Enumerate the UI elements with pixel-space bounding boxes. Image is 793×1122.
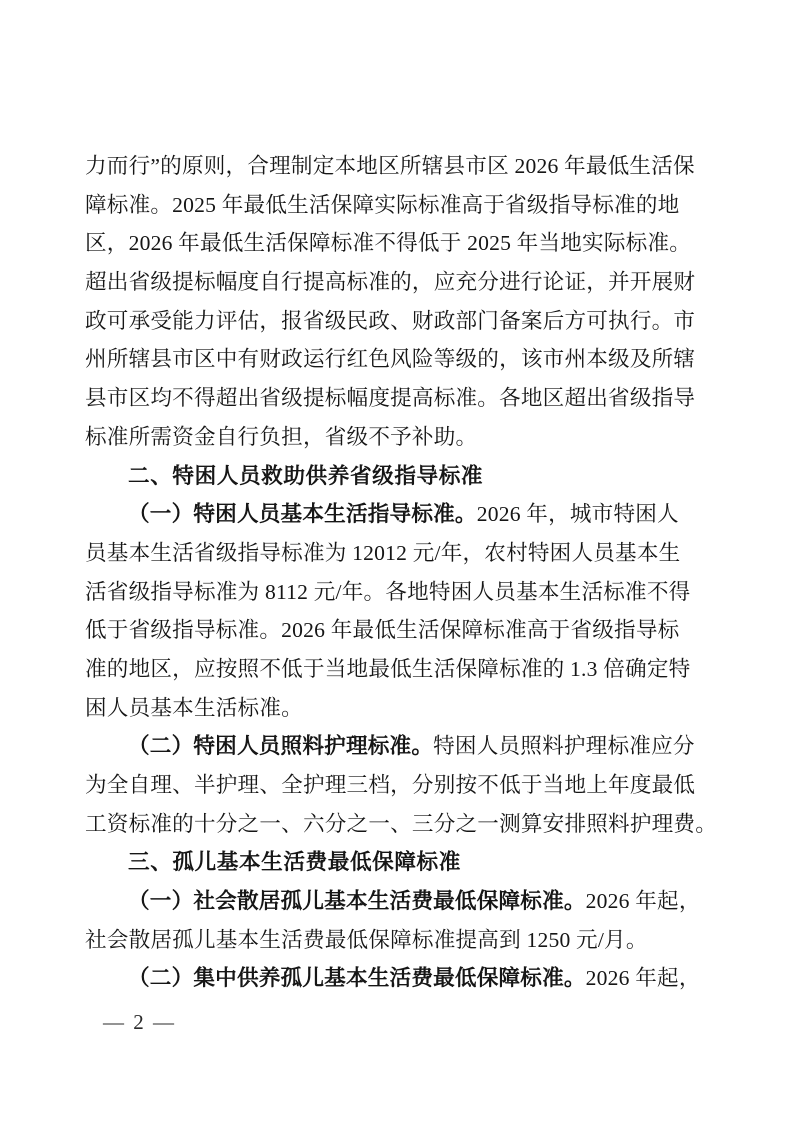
body-text: 活省级指导标准为 8112 元/年。各地特困人员基本生活标准不得 bbox=[85, 579, 691, 604]
body-line bbox=[85, 147, 725, 186]
body-text: 为全自理、半护理、全护理三档，分别按不低于当地上年度最低 bbox=[85, 773, 696, 797]
body-line bbox=[85, 611, 725, 650]
body-text: 困人员基本生活标准。 bbox=[85, 695, 303, 720]
body-line bbox=[85, 186, 725, 225]
section-heading bbox=[85, 843, 725, 882]
body-line bbox=[85, 805, 725, 844]
paragraph-lead: （一）特困人员基本生活指导标准。 bbox=[128, 502, 477, 527]
body-line bbox=[85, 959, 725, 998]
body-text: 低于省级指导标准。2026 年最低生活保障标准高于省级指导标 bbox=[85, 618, 680, 643]
paragraph-lead: （一）社会散居孤儿基本生活费最低保障标准。 bbox=[128, 889, 586, 914]
body-line bbox=[85, 418, 725, 457]
body-line bbox=[85, 727, 725, 766]
page-number: — 2 — bbox=[103, 1010, 176, 1034]
body-line bbox=[85, 340, 725, 379]
paragraph-lead: （二）集中供养孤儿基本生活费最低保障标准。 bbox=[128, 966, 586, 991]
document-body bbox=[85, 147, 725, 998]
body-line bbox=[85, 573, 725, 612]
body-line bbox=[85, 650, 725, 689]
body-text: 准的地区，应按照不低于当地最低生活保障标准的 1.3 倍确定特 bbox=[85, 656, 691, 681]
body-line bbox=[85, 263, 725, 302]
body-text: 2026 年，城市特困人 bbox=[476, 502, 679, 527]
section-heading-text: 二、特困人员救助供养省级指导标准 bbox=[128, 462, 484, 488]
body-text: 员基本生活省级指导标准为 12012 元/年，农村特困人员基本生 bbox=[85, 540, 681, 565]
body-text: 州所辖县市区中有财政运行红色风险等级的，该市州本级及所辖 bbox=[85, 347, 696, 372]
body-line bbox=[85, 379, 725, 418]
section-heading-text: 三、孤儿基本生活费最低保障标准 bbox=[128, 849, 461, 875]
body-text: 障标准。2025 年最低生活保障实际标准高于省级指导标准的地 bbox=[85, 192, 680, 217]
paragraph-lead: （二）特困人员照料护理标准。 bbox=[128, 734, 434, 759]
body-line bbox=[85, 882, 725, 921]
body-line bbox=[85, 302, 725, 341]
body-text: 区，2026 年最低生活保障标准不得低于 2025 年当地实际标准。 bbox=[85, 231, 692, 256]
body-line bbox=[85, 495, 725, 534]
body-text: 县市区均不得超出省级提标幅度提高标准。各地区超出省级指导 bbox=[85, 386, 696, 411]
body-text: 2026 年起， bbox=[585, 966, 701, 991]
body-line bbox=[85, 921, 725, 960]
body-text: 力而行”的原则，合理制定本地区所辖县市区 2026 年最低生活保 bbox=[85, 154, 695, 178]
body-text: 标准所需资金自行负担，省级不予补助。 bbox=[85, 424, 478, 449]
body-text: 特困人员照料护理标准应分 bbox=[433, 734, 695, 759]
body-line bbox=[85, 534, 725, 573]
body-line bbox=[85, 224, 725, 263]
body-text: 政可承受能力评估，报省级民政、财政部门备案后方可执行。市 bbox=[85, 308, 696, 333]
section-heading bbox=[85, 457, 725, 496]
body-line bbox=[85, 689, 725, 728]
body-text: 工资标准的十分之一、六分之一、三分之一测算安排照料护理费。 bbox=[85, 811, 718, 836]
body-text: 社会散居孤儿基本生活费最低保障标准提高到 1250 元/月。 bbox=[85, 927, 648, 952]
body-line bbox=[85, 766, 725, 805]
body-text: 2026 年起， bbox=[585, 889, 701, 914]
body-text: 超出省级提标幅度自行提高标准的，应充分进行论证，并开展财 bbox=[85, 270, 696, 295]
